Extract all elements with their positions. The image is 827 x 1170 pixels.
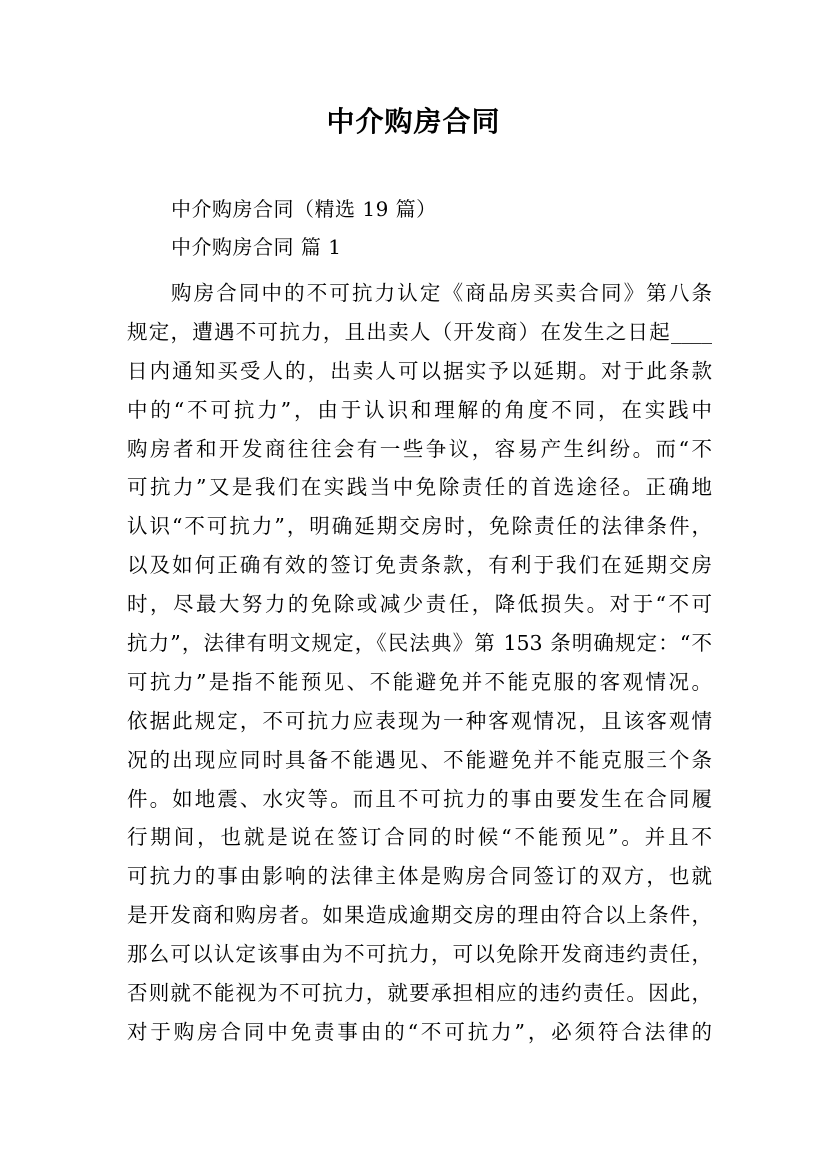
body-line: 购房合同中的不可抗力认定《商品房买卖合同》第八条 [171, 281, 712, 305]
body-line: 时，尽最大努力的免除或减少责任，降低损失。对于“不可 [127, 592, 712, 617]
body-line: 那么可以认定该事由为不可抗力，可以免除开发商违约责任， [127, 942, 712, 967]
body-line: 件。如地震、水灾等。而且不可抗力的事由要发生在合同履 [127, 786, 712, 811]
body-line: 行期间，也就是说在签订合同的时候“不能预见”。并且不 [127, 825, 712, 850]
body-line: 购房者和开发商往往会有一些争议，容易产生纠纷。而“不 [127, 436, 712, 461]
body-line: 可抗力”是指不能预见、不能避免并不能克服的客观情况。 [127, 669, 712, 694]
body-line: 以及如何正确有效的签订免责条款，有利于我们在延期交房 [127, 553, 712, 578]
body-line: 可抗力的事由影响的法律主体是购房合同签订的双方，也就 [127, 864, 712, 889]
document-title: 中介购房合同 [326, 105, 501, 138]
body-line: 况的出现应同时具备不能遇见、不能避免并不能克服三个条 [127, 747, 712, 772]
body-line: 是开发商和购房者。如果造成逾期交房的理由符合以上条件， [127, 903, 712, 928]
document-subtitle: 中介购房合同（精选 19 篇） [171, 197, 437, 221]
body-line: 认识“不可抗力”，明确延期交房时，免除责任的法律条件， [127, 514, 712, 539]
body-line: 可抗力”又是我们在实践当中免除责任的首选途径。正确地 [127, 475, 712, 500]
body-line: 规定，遭遇不可抗力，且出卖人（开发商）在发生之日起____ [127, 319, 712, 344]
body-line: 否则就不能视为不可抗力，就要承担相应的违约责任。因此， [127, 981, 712, 1006]
section-heading: 中介购房合同 篇 1 [171, 235, 342, 259]
body-line: 中的“不可抗力”，由于认识和理解的角度不同，在实践中 [127, 397, 712, 422]
body-line: 对于购房合同中免责事由的“不可抗力”，必须符合法律的 [127, 1019, 712, 1044]
body-line: 依据此规定，不可抗力应表现为一种客观情况，且该客观情 [127, 708, 712, 733]
body-line: 日内通知买受人的，出卖人可以据实予以延期。对于此条款 [127, 358, 712, 383]
body-line: 抗力”，法律有明文规定，《民法典》第 153 条明确规定：“不 [127, 631, 712, 656]
body-paragraph [127, 274, 712, 1052]
